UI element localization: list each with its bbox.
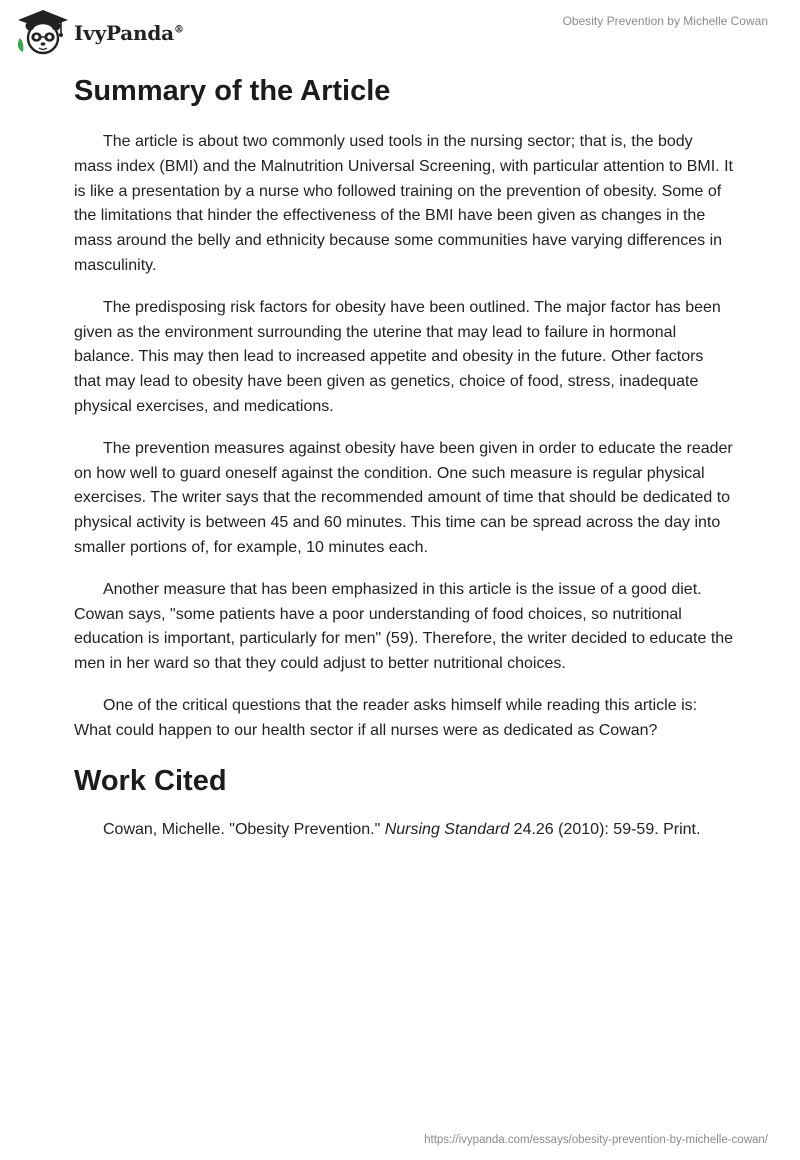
paragraph: The predisposing risk factors for obesity have been outlined. The major factor has been given as the environment surrounding the uterine that may lead to failure in hormonal balance. This may then lead to increased appetite and obesity in the future. Other factors that may lead to obesity have been given as genetics, choice of food, stress, inadequate physical exercises, and medications.	[74, 298, 721, 415]
paragraph: The prevention measures against obesity have been given in order to educate the reader on how well to guard oneself against the condition. One such measure is regular physical exercises. The writer says that the recommended amount of time that should be dedicated to physical activity is between 45 and 60 minutes. This time can be spread across the day into smaller portions of, for example, 10 minutes each.	[74, 439, 733, 556]
logo-text: IvyPanda®	[74, 21, 184, 45]
citation	[74, 818, 734, 843]
summary-heading: Summary of the Article	[74, 75, 391, 107]
running-title: Obesity Prevention by Michelle Cowan	[562, 14, 768, 28]
paragraph: Another measure that has been emphasized in this article is the issue of a good diet. Cowan says, "some patients have a poor understanding of food choices, so nutritional education is important, particularly for men" (59). Therefore, the writer decided to educate the men in her ward so that they could adjust to better nutritional choices.	[74, 580, 734, 673]
panda-graduate-icon	[14, 8, 72, 56]
citation-journal: Nursing Standard	[384, 820, 510, 838]
page-header	[0, 0, 800, 60]
citation-author-title: Cowan, Michelle. "Obesity Prevention."	[103, 820, 385, 838]
essay-body	[74, 72, 734, 859]
citation-details: 24.26 (2010): 59-59. Print.	[509, 820, 701, 838]
work-cited-heading: Work Cited	[74, 764, 227, 797]
paragraph: One of the critical questions that the reader asks himself while reading this article is: What could happen to our health sector if all nurses were as dedicated as Cowan?	[74, 696, 698, 739]
source-url[interactable]: https://ivypanda.com/essays/obesity-prevention-by-michelle-cowan/	[424, 1134, 768, 1146]
ivypanda-logo[interactable]	[14, 8, 184, 56]
paragraph: The article is about two commonly used tools in the nursing sector; that is, the body mass index (BMI) and the Malnutrition Universal Screening, with particular attention to BMI. It is like a presentation by a nurse who followed training on the prevention of obesity. Some of the limitations that hinder the effectiveness of the BMI have been given as changes in the mass around the belly and ethnicity because some communities have varying differences in masculinity.	[74, 133, 733, 274]
